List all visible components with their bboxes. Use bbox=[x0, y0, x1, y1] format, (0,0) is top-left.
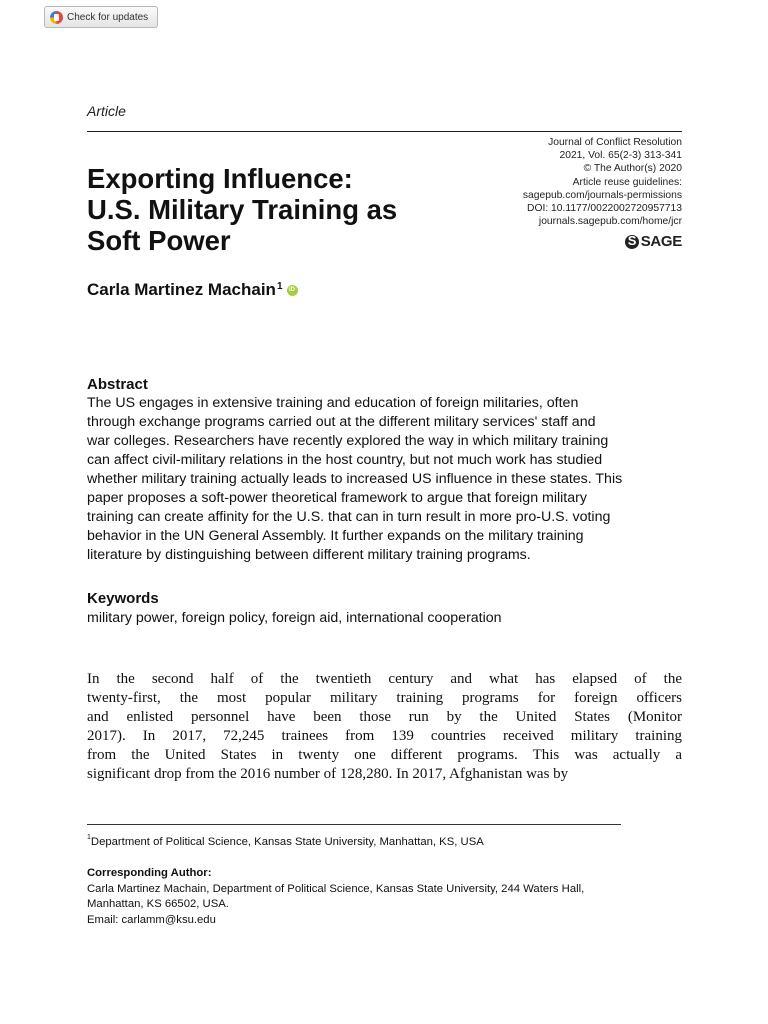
abstract-line: whether military training actually leads to increased US influence in these states. This bbox=[87, 471, 623, 487]
check-for-updates-label: Check for updates bbox=[67, 11, 149, 23]
abstract-line: paper proposes a soft-power theoretical framework to argue that foreign military bbox=[87, 490, 587, 506]
body-line: and enlisted personnel have been those run by the United States (Monitor bbox=[87, 709, 682, 725]
corresponding-email[interactable]: Email: carlamm@ksu.edu bbox=[87, 913, 216, 926]
orcid-icon[interactable]: iD bbox=[287, 285, 298, 296]
article-title bbox=[87, 163, 467, 256]
title-line: Soft Power bbox=[87, 225, 231, 256]
keywords-text: military power, foreign policy, foreign aid, international cooperation bbox=[87, 610, 502, 626]
body-line: twenty-first, the most popular military training programs for foreign officers bbox=[87, 690, 682, 706]
keywords-heading: Keywords bbox=[87, 590, 159, 607]
sage-logo-icon bbox=[625, 235, 639, 249]
corresponding-address-line: Carla Martinez Machain, Department of Political Science, Kansas State University, 244 Waters Hall, bbox=[87, 882, 585, 895]
author-line bbox=[87, 280, 298, 300]
abstract-line: behavior in the UN General Assembly. It further expands on the military training bbox=[87, 528, 584, 544]
check-for-updates-button[interactable] bbox=[44, 6, 158, 28]
abstract-line: training can create affinity for the U.S. that can in turn result in more pro-U.S. voting bbox=[87, 509, 611, 525]
affiliation-marker: 1 bbox=[276, 280, 283, 292]
corresponding-heading: Corresponding Author: bbox=[87, 867, 212, 879]
affiliation-footnote bbox=[87, 835, 484, 848]
doi-link[interactable]: DOI: 10.1177/0022002720957713 bbox=[527, 203, 682, 215]
abstract-line: war colleges. Researchers have recently explored the way in which military training bbox=[87, 433, 609, 449]
body-paragraph bbox=[87, 670, 682, 784]
footnote-text: Department of Political Science, Kansas State University, Manhattan, KS, USA bbox=[90, 835, 484, 848]
abstract-line: through exchange programs carried out at the different military services' staff and bbox=[87, 414, 596, 430]
footnote-rule bbox=[87, 824, 621, 825]
sage-logo bbox=[625, 233, 682, 250]
permissions-link[interactable]: sagepub.com/journals-permissions bbox=[522, 189, 682, 201]
journal-copyright: © The Author(s) 2020 bbox=[583, 163, 682, 175]
body-line: In the second half of the twentieth century and what has elapsed of the bbox=[87, 671, 682, 687]
title-line: U.S. Military Training as bbox=[87, 194, 398, 225]
journal-volume: 2021, Vol. 65(2-3) 313-341 bbox=[559, 150, 682, 162]
reuse-guidelines-label: Article reuse guidelines: bbox=[572, 176, 682, 188]
corresponding-address-line: Manhattan, KS 66502, USA. bbox=[87, 898, 229, 910]
abstract-line: literature by distinguishing between different military training programs. bbox=[87, 547, 531, 563]
abstract-line: The US engages in extensive training and education of foreign militaries, often bbox=[87, 395, 579, 411]
journal-home-link[interactable]: journals.sagepub.com/home/jcr bbox=[538, 216, 682, 228]
author-name: Carla Martinez Machain bbox=[87, 280, 276, 299]
title-line: Exporting Influence: bbox=[87, 163, 353, 194]
footnote-marker: 1 bbox=[87, 834, 91, 841]
corresponding-author bbox=[87, 866, 687, 928]
abstract-heading: Abstract bbox=[87, 376, 148, 393]
crossmark-icon bbox=[50, 11, 63, 24]
body-line: from the United States in twenty one different programs. This was actually a bbox=[87, 747, 682, 763]
journal-name: Journal of Conflict Resolution bbox=[548, 137, 682, 148]
body-line: significant drop from the 2016 number of 128,280. In 2017, Afghanistan was by bbox=[87, 766, 569, 782]
body-line: 2017). In 2017, 72,245 trainees from 139 countries received military training bbox=[87, 728, 682, 744]
header-rule bbox=[87, 131, 682, 132]
article-type-label: Article bbox=[87, 103, 126, 119]
abstract-text bbox=[87, 394, 682, 565]
sage-logo-text: SAGE bbox=[640, 233, 682, 250]
abstract-line: can affect civil-military relations in the host country, but not much work has studied bbox=[87, 452, 603, 468]
